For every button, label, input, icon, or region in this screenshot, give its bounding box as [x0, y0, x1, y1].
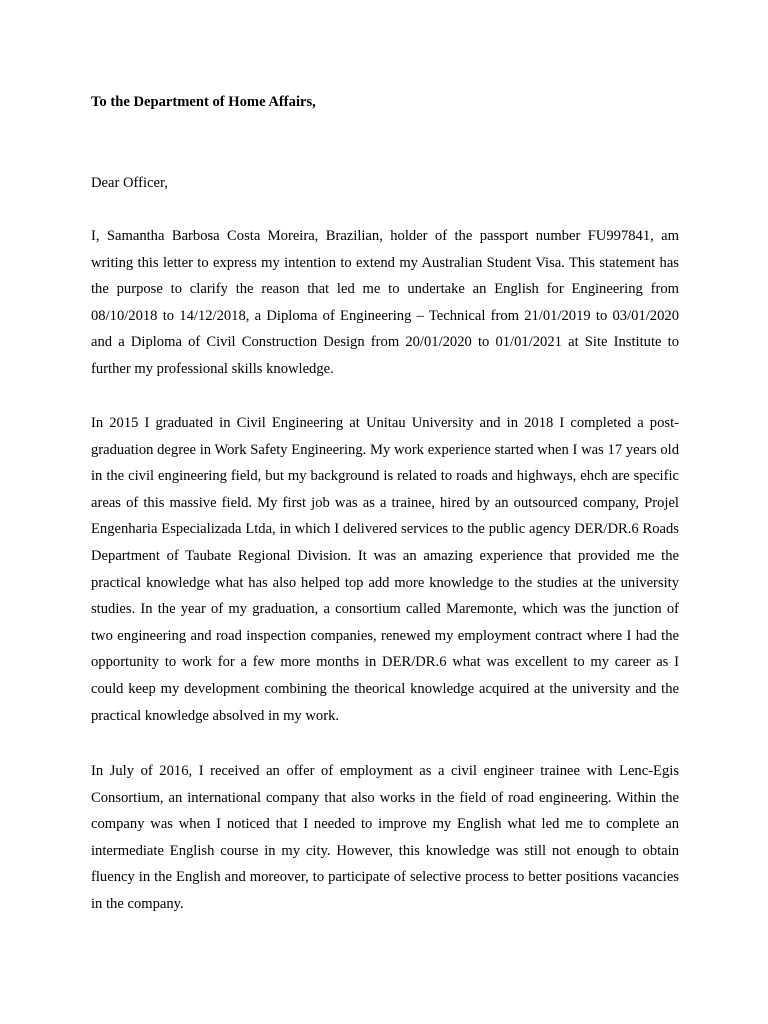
paragraph-education-experience: In 2015 I graduated in Civil Engineering at Unitau University and in 2018 I completed a post-graduation degree in Work Safety Engineering. My work experience started when I was 17 years old in the civil engineering field, but my background is related to roads and highways, ehch are specific areas of this massive field. My first job was as a trainee, hired by an outsourced company, Projel Engenharia Especializada Ltda, in which I delivered services to the public agency DER/DR.6 Roads Department of Taubate Regional Division. It was an amazing experience that provided me the practical knowledge what has also helped top add more knowledge to the studies at the university studies. In the year of my graduation, a consortium called Maremonte, which was the junction of two engineering and road inspection companies, renewed my employment contract where I had the opportunity to work for a few more months in DER/DR.6 what was excellent to my career as I could keep my development combining the theorical knowledge acquired at the university and the practical knowledge absolved in my work. [91, 415, 679, 724]
recipient-heading: To the Department of Home Affairs, [91, 94, 316, 110]
paragraph-employment: In July of 2016, I received an offer of employment as a civil engineer trainee with Lenc-Egis Consortium, an international company that also works in the field of road engineering. Within the company was when I noticed that I needed to improve my English what led me to complete an intermediate English course in my city. However, this knowledge was still not enough to obtain fluency in the English and moreover, to participate of selective process to better positions vacancies in the company. [91, 763, 679, 912]
paragraph-intro: I, Samantha Barbosa Costa Moreira, Brazilian, holder of the passport number FU997841, am writing this letter to express my intention to extend my Australian Student Visa. This statement has the purpose to clarify the reason that led me to undertake an English for Engineering from 08/10/2018 to 14/12/2018, a Diploma of Engineering – Technical from 21/01/2019 to 03/01/2020 and a Diploma of Civil Construction Design from 20/01/2020 to 01/01/2021 at Site Institute to further my professional skills knowledge. [91, 228, 679, 377]
salutation: Dear Officer, [91, 175, 168, 191]
